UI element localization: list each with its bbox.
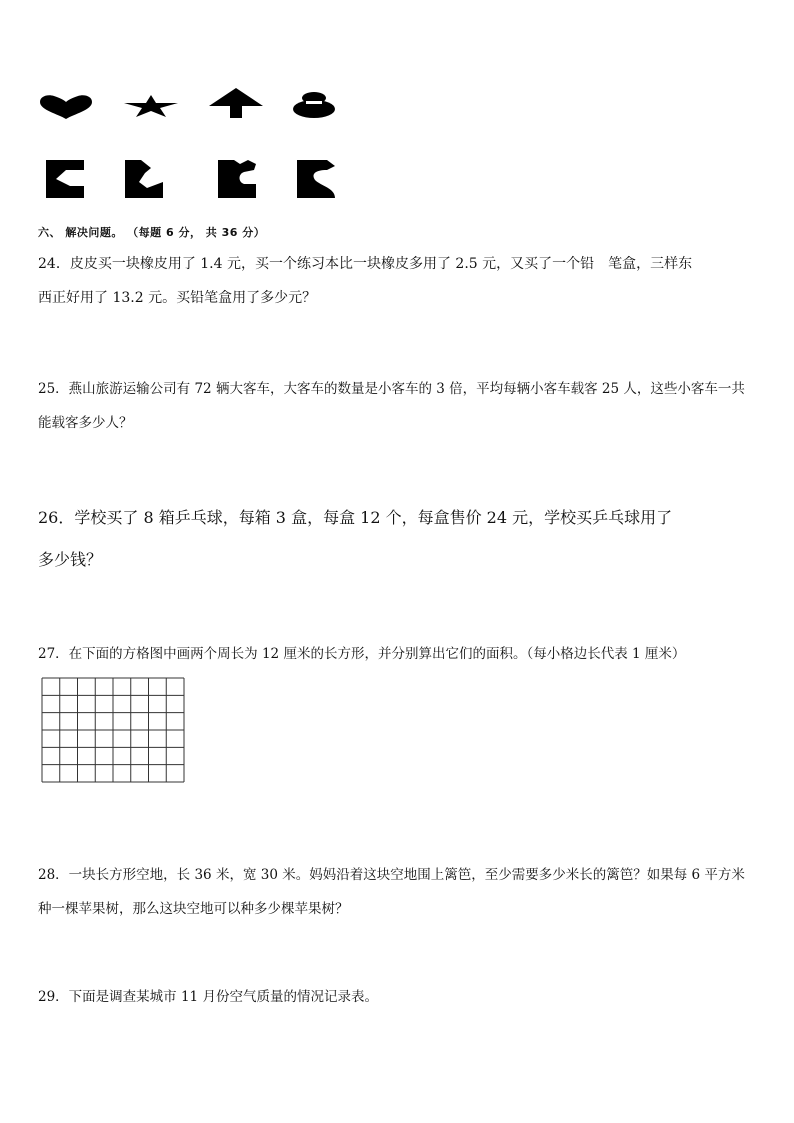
question-25-line-2: 能载客多少人？ [38,415,133,431]
figure-eight-icon [292,92,336,118]
e-shape-1-icon [46,160,84,198]
question-26-line-1: 26．学校买了 8 箱乒乓球，每箱 3 盒，每盒 12 个，每盒售价 24 元，学校买乒乓球用了 [38,508,673,527]
question-29-line-1: 29．下面是调查某城市 11 月份空气质量的情况记录表。 [38,989,378,1005]
question-28-line-2: 种一棵苹果树，那么这块空地可以种多少棵苹果树？ [38,901,349,917]
question-25 [38,372,756,440]
question-25-line-1: 25．燕山旅游运输公司有 72 辆大客车，大客车的数量是小客车的 3 倍，平均每辆小客车载客 25 人，这些小客车一共 [38,381,745,397]
question-24 [38,247,756,315]
e-shape-4-icon [297,160,335,198]
star-icon [124,95,178,117]
e-shape-2-icon [125,160,163,198]
section-title: 六、 解决问题。 （每题 6 分， 共 36 分） [38,226,266,239]
question-26 [38,497,756,581]
question-29 [38,984,756,1010]
question-24-line-2: 西正好用了 13.2 元。买铅笔盒用了多少元？ [38,290,317,306]
question-27 [38,641,756,667]
question-28-line-1: 28．一块长方形空地，长 36 米，宽 30 米。妈妈沿着这块空地围上篱笆，至少需要多少米长的篱笆？如果每 6 平方米 [38,867,745,883]
heart-icon [38,94,94,120]
question-27-line-1: 27．在下面的方格图中画两个周长为 12 厘米的长方形，并分别算出它们的面积。（每小格边长代表 1 厘米） [38,646,686,662]
question-26-line-2: 多少钱？ [38,550,103,569]
question-28 [38,858,756,926]
question-24-line-1: 24．皮皮买一块橡皮用了 1.4 元，买一个练习本比一块橡皮多用了 2.5 元，又买了一个铅 笔盒，三样东 [38,256,693,272]
square-grid [41,677,185,783]
up-arrow-tree-icon [209,88,263,118]
e-shape-3-icon [218,160,256,198]
